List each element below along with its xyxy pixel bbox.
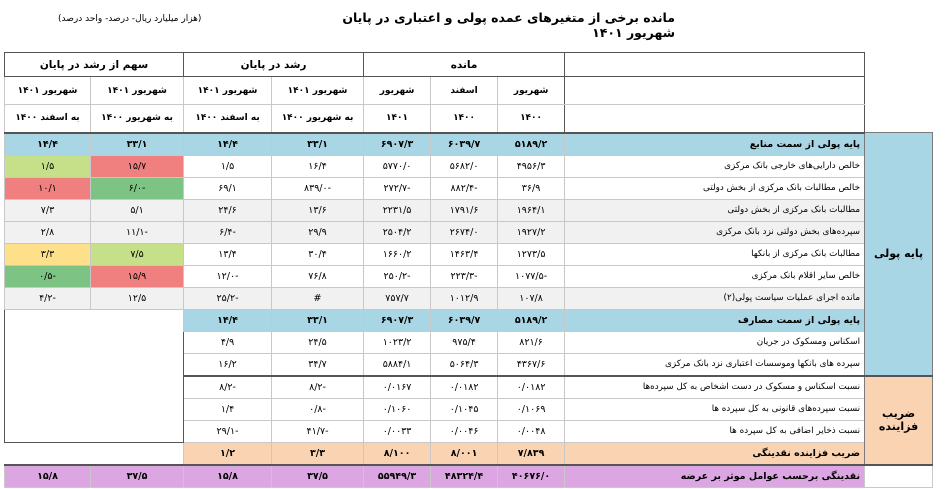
value-cell: ۷/۵	[91, 243, 184, 265]
value-cell: ۱۶/۲	[184, 353, 272, 376]
value-cell: ۲۴/۶	[184, 199, 272, 221]
value-cell: ۴۸۳۲۴/۴	[431, 465, 498, 488]
value-cell: ۱/۵	[5, 155, 91, 177]
row-label: ضریب فزاینده نقدینگی	[565, 442, 865, 465]
value-cell: -۴۱/۷	[272, 420, 364, 442]
value-cell: -۲۷۲/۷	[364, 177, 431, 199]
header-growth-2-line1: شهریور ۱۴۰۱	[184, 77, 272, 105]
table-row	[5, 177, 933, 199]
value-cell: -۲۵/۲	[184, 287, 272, 309]
value-cell: ۳۳/۱	[272, 309, 364, 331]
value-cell: ۶۹/۱	[184, 177, 272, 199]
header-growth-1-line1: شهریور ۱۴۰۱	[272, 77, 364, 105]
value-cell: -۲۹/۱	[184, 420, 272, 442]
header-col-shahrivar-1400: شهریور	[498, 77, 565, 105]
value-cell: -۸/۲	[272, 376, 364, 399]
value-cell: ۵/۱	[91, 199, 184, 221]
table-row	[5, 133, 933, 156]
row-label: نسبت اسکناس و مسکوک در دست اشخاص به کل سپرده‌ها	[565, 376, 865, 399]
value-cell: ۱۹۲۷/۲	[498, 221, 565, 243]
value-cell: ۱۷۹۱/۶	[431, 199, 498, 221]
header-col-esfand-1400: اسفند	[431, 77, 498, 105]
row-label: خالص سایر اقلام بانک مرکزی	[565, 265, 865, 287]
value-cell: -۴/۲	[5, 287, 91, 309]
value-cell: ۶۰۳۹/۷	[431, 133, 498, 156]
table-row	[5, 221, 933, 243]
table-row	[5, 465, 933, 488]
table-row	[5, 287, 933, 309]
value-cell: ۳۷/۵	[91, 465, 184, 488]
value-cell: ۰/۰۱۶۷	[364, 376, 431, 399]
row-label: نسبت سپرده‌های قانونی به کل سپرده ها	[565, 398, 865, 420]
value-cell: ۶۰۳۹/۷	[431, 309, 498, 331]
header-col-shahrivar-1401: شهریور	[364, 77, 431, 105]
value-cell: ۱۲۷۳/۵	[498, 243, 565, 265]
value-cell: -۱۰۷۷/۵	[498, 265, 565, 287]
table-row	[5, 199, 933, 221]
value-cell: -۶/۰	[91, 177, 184, 199]
header-year-shahrivar-1401: ۱۴۰۱	[364, 105, 431, 133]
value-cell: ۵۸۸۴/۱	[364, 353, 431, 376]
value-cell: -۱۲/۰	[184, 265, 272, 287]
value-cell: ۱۰۷/۸	[498, 287, 565, 309]
row-label: نقدینگی برحسب عوامل موثر بر عرضه	[565, 465, 865, 488]
value-cell: ۰/۰۰۴۶	[431, 420, 498, 442]
value-cell: ۳۳/۱	[91, 133, 184, 156]
value-cell: ۰/۱۰۴۵	[431, 398, 498, 420]
value-cell: ۷/۳	[5, 199, 91, 221]
value-cell: -۸۳۹/۰	[272, 177, 364, 199]
row-label: پایه پولی از سمت منابع	[565, 133, 865, 156]
row-label: خالص دارایی‌های خارجی بانک مرکزی	[565, 155, 865, 177]
value-cell: ۳۷/۵	[272, 465, 364, 488]
row-label: مطالبات بانک مرکزی از بخش دولتی	[565, 199, 865, 221]
header-growth-1-line2: به شهریور ۱۴۰۰	[272, 105, 364, 133]
header-year-shahrivar-1400: ۱۴۰۰	[498, 105, 565, 133]
header-row-3	[5, 105, 933, 133]
value-cell: ۲۴/۵	[272, 331, 364, 353]
value-cell: -۲۲۳/۳	[431, 265, 498, 287]
value-cell: ۰/۰۰۴۸	[498, 420, 565, 442]
value-cell: ۱۳/۴	[184, 243, 272, 265]
value-cell: ۳۴/۷	[272, 353, 364, 376]
value-cell: ۰/۱۰۶۹	[498, 398, 565, 420]
category-base-money: پایه پولی	[865, 133, 933, 376]
value-cell: #	[272, 287, 364, 309]
header-share-2-line2: به اسفند ۱۴۰۰	[5, 105, 91, 133]
value-cell: ۲۲۳۱/۵	[364, 199, 431, 221]
value-cell: ۵۱۸۹/۲	[498, 309, 565, 331]
value-cell: ۸/۰۰۱	[431, 442, 498, 465]
header-growth-2-line2: به اسفند ۱۴۰۰	[184, 105, 272, 133]
value-cell: ۱۵/۸	[184, 465, 272, 488]
value-cell: -۰/۵	[5, 265, 91, 287]
value-cell: ۵۱۸۹/۲	[498, 133, 565, 156]
value-cell: ۴۳۶۷/۶	[498, 353, 565, 376]
header-blank-label	[565, 53, 865, 77]
category-multiplier: ضریب فزاینده	[865, 376, 933, 465]
value-cell: ۱۴/۴	[184, 309, 272, 331]
value-cell: ۴۰۶۷۶/۰	[498, 465, 565, 488]
value-cell: ۱۴۶۳/۴	[431, 243, 498, 265]
value-cell: ۱۵/۸	[5, 465, 91, 488]
value-cell: -۰/۸	[272, 398, 364, 420]
header-blank-cat	[865, 53, 933, 77]
value-cell: -۲۵۰/۲	[364, 265, 431, 287]
header-row-2	[5, 77, 933, 105]
row-label: اسکناس ومسکوک در جریان	[565, 331, 865, 353]
value-cell: -۸۸۲/۴	[431, 177, 498, 199]
value-cell: ۳۶/۹	[498, 177, 565, 199]
table-row	[5, 442, 933, 465]
header-share-1-line1: شهریور ۱۴۰۱	[91, 77, 184, 105]
value-cell: ۳/۳	[5, 243, 91, 265]
money-variables-table	[4, 52, 933, 488]
value-cell: ۳/۳	[272, 442, 364, 465]
value-cell: ۷۵۷/۷	[364, 287, 431, 309]
value-cell: ۶۹۰۷/۳	[364, 309, 431, 331]
value-cell: ۱۲/۵	[91, 287, 184, 309]
table-row	[5, 155, 933, 177]
header-share-1-line2: به شهریور ۱۴۰۰	[91, 105, 184, 133]
value-cell: ۱۴/۴	[5, 133, 91, 156]
unit-note: (هزار میلیارد ریال- درصد- واحد درصد)	[58, 14, 202, 24]
value-cell: ۰/۰۱۸۲	[431, 376, 498, 399]
value-cell: ۶۹۰۷/۳	[364, 133, 431, 156]
table-row	[5, 309, 933, 331]
row-label: خالص مطالبات بانک مرکزی از بخش دولتی	[565, 177, 865, 199]
value-cell: ۵۷۷۰/۰	[364, 155, 431, 177]
value-cell: ۱۳/۶	[272, 199, 364, 221]
value-cell: ۱/۴	[184, 398, 272, 420]
value-cell: ۱۰۱۲/۹	[431, 287, 498, 309]
value-cell: -۸/۲	[184, 376, 272, 399]
value-cell: ۱/۵	[184, 155, 272, 177]
value-cell: ۵۰۶۴/۳	[431, 353, 498, 376]
value-cell: ۱۵/۹	[91, 265, 184, 287]
value-cell: ۳۰/۴	[272, 243, 364, 265]
value-cell: ۴/۹	[184, 331, 272, 353]
header-share: سهم از رشد در پایان	[5, 53, 184, 77]
value-cell: ۱۵/۷	[91, 155, 184, 177]
row-label: نسبت ذخایر اضافی به کل سپرده ها	[565, 420, 865, 442]
value-cell: ۲۹/۹	[272, 221, 364, 243]
value-cell: -۶/۴	[184, 221, 272, 243]
page-title: مانده برخی از متغیرهای عمده پولی و اعتباری در پایان شهریور ۱۴۰۱	[342, 10, 675, 40]
header-row-1	[5, 53, 933, 77]
value-cell: ۰/۰۰۳۳	[364, 420, 431, 442]
value-cell: ۸/۱۰۰	[364, 442, 431, 465]
value-cell: ۰/۱۰۶۰	[364, 398, 431, 420]
row-label: مطالبات بانک مرکزی از بانکها	[565, 243, 865, 265]
value-cell: ۲/۸	[5, 221, 91, 243]
value-cell: ۷/۸۳۹	[498, 442, 565, 465]
value-cell: ۸۲۱/۶	[498, 331, 565, 353]
value-cell: ۵۶۸۲/۰	[431, 155, 498, 177]
value-cell: ۱۶۶۰/۲	[364, 243, 431, 265]
value-cell: ۹۷۵/۴	[431, 331, 498, 353]
value-cell: ۱۰/۱	[5, 177, 91, 199]
value-cell: ۱۹۶۴/۱	[498, 199, 565, 221]
header-year-esfand-1400: ۱۴۰۰	[431, 105, 498, 133]
table-row	[5, 243, 933, 265]
row-label: مانده اجرای عملیات سیاست پولی(۲)	[565, 287, 865, 309]
value-cell: ۷۶/۸	[272, 265, 364, 287]
row-label: پایه پولی از سمت مصارف	[565, 309, 865, 331]
row-label: سپرده های بانکها وموسسات اعتباری نزد بانک مرکزی	[565, 353, 865, 376]
header-share-2-line1: شهریور ۱۴۰۱	[5, 77, 91, 105]
value-cell: ۳۳/۱	[272, 133, 364, 156]
row-label: سپرده‌های بخش دولتی نزد بانک مرکزی	[565, 221, 865, 243]
header-balance: مانده	[364, 53, 565, 77]
value-cell: ۲۶۷۴/۰	[431, 221, 498, 243]
table-row	[5, 265, 933, 287]
value-cell: -۱۱/۱	[91, 221, 184, 243]
value-cell: ۱۴/۴	[184, 133, 272, 156]
value-cell: ۲۵۰۴/۲	[364, 221, 431, 243]
value-cell: ۴۹۵۶/۳	[498, 155, 565, 177]
value-cell: ۱۶/۴	[272, 155, 364, 177]
value-cell: ۰/۰۱۸۲	[498, 376, 565, 399]
value-cell: ۱۰۲۳/۲	[364, 331, 431, 353]
value-cell: ۱/۲	[184, 442, 272, 465]
header-growth: رشد در پایان	[184, 53, 364, 77]
value-cell: ۵۵۹۴۹/۳	[364, 465, 431, 488]
